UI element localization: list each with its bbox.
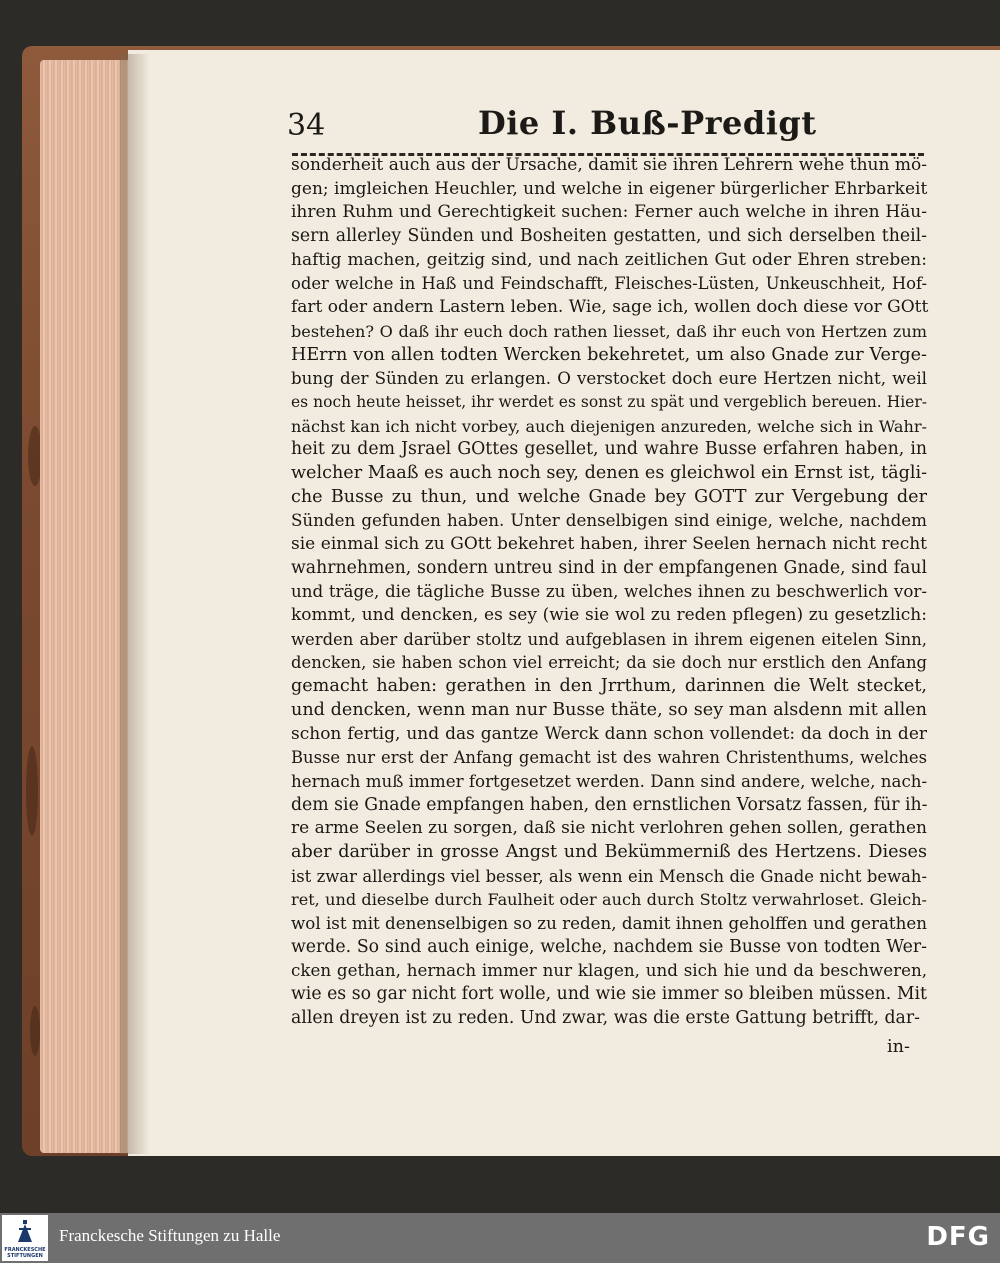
text-line: kommt, und dencken, es sey (wie sie wol zu reden pflegen) zu gesetzlich:: [291, 605, 927, 626]
text-line: werden aber darüber stoltz und aufgeblasen in ihrem eigenen eitelen Sinn,: [291, 629, 927, 649]
text-line: ret, und dieselbe durch Faulheit oder auch durch Stoltz verwahrloset. Gleich-: [291, 890, 927, 910]
text-line: wol ist mit denenselbigen so zu reden, damit ihnen geholffen und gerathen: [291, 913, 927, 933]
text-line: welcher Maaß es auch noch sey, denen es gleichwol ein Ernst ist, tägli-: [291, 462, 928, 483]
text-line: che Busse zu thun, und welche Gnade bey GOTT zur Vergebung der: [291, 486, 927, 507]
text-line: HErrn von allen todten Wercken bekehretet, um also Gnade zur Verge-: [291, 344, 927, 365]
cover-wear-mark: [26, 746, 38, 836]
running-head: Die I. Buß-Predigt: [478, 104, 817, 142]
text-line: und dencken, wenn man nur Busse thäte, so sey man alsdenn mit allen: [291, 699, 927, 720]
text-line: sern allerley Sünden und Bosheiten gestatten, und sich derselben theil-: [291, 226, 927, 247]
text-line: Sünden gefunden haben. Unter denselbigen sind einige, welche, nachdem: [291, 510, 927, 531]
figure-icon: [16, 1220, 34, 1244]
text-line: und träge, die tägliche Busse zu üben, welches ihnen zu beschwerlich vor-: [291, 581, 927, 602]
text-line: wahrnehmen, sondern untreu sind in der empfangenen Gnade, sind faul: [291, 557, 927, 578]
text-line: oder welche in Haß und Feindschafft, Fleisches-Lüsten, Unkeuschheit, Hof-: [291, 274, 927, 294]
gutter-shadow: [120, 54, 150, 1154]
dfg-logo[interactable]: DFG: [926, 1222, 990, 1252]
text-line: dem sie Gnade empfangen haben, den ernstlichen Vorsatz fassen, für ih-: [291, 794, 928, 815]
text-line: gemacht haben: gerathen in den Jrrthum, darinnen die Welt stecket,: [291, 676, 927, 697]
body-text: [291, 154, 927, 1030]
text-line: sonderheit auch aus der Ursache, damit sie ihren Lehrern wehe thun mö-: [291, 155, 927, 175]
text-line: ihren Ruhm und Gerechtigkeit suchen: Ferner auch welche in ihren Häu-: [291, 202, 927, 223]
text-line: allen dreyen ist zu reden. Und zwar, was die erste Gattung betrifft, dar-: [291, 1007, 920, 1028]
text-line: haftig machen, geitzig sind, und nach zeitlichen Gut oder Ehren streben:: [291, 249, 927, 270]
text-line: bung der Sünden zu erlangen. O verstocket doch eure Hertzen nicht, weil: [291, 368, 927, 389]
cover-wear-mark: [30, 1006, 40, 1056]
text-line: cken gethan, hernach immer nur klagen, und sich hie und da beschweren,: [291, 960, 927, 981]
text-line: dencken, sie haben schon viel erreicht; da sie doch nur erstlich den Anfang: [291, 653, 927, 673]
text-line: heit zu dem Jsrael GOttes gesellet, und wahre Busse erfahren haben, in: [291, 439, 927, 460]
page-number: 34: [287, 108, 326, 143]
text-line: schon fertig, und das gantze Werck dann schon vollendet: da doch in der: [291, 723, 927, 744]
text-line: es noch heute heisset, ihr werdet es sonst zu spät und vergeblich bereuen. Hier-: [291, 392, 927, 411]
text-line: bestehen? O daß ihr euch doch rathen liesset, daß ihr euch von Hertzen zum: [291, 321, 927, 341]
text-line: re arme Seelen zu sorgen, daß sie nicht verlohren gehen sollen, gerathen: [291, 818, 927, 839]
catchword: in-: [887, 1037, 910, 1057]
footer-bar: [0, 1213, 1000, 1263]
text-line: hernach muß immer fortgesetzet werden. Dann sind andere, welche, nach-: [291, 770, 928, 791]
text-line: Busse nur erst der Anfang gemacht ist des wahren Christenthums, welches: [291, 748, 927, 768]
institution-logo[interactable]: [2, 1215, 48, 1261]
text-line: werde. So sind auch einige, welche, nachdem sie Busse von todten Wer-: [291, 936, 927, 957]
text-line: fart oder andern Lastern leben. Wie, sage ich, wollen doch diese vor GOtt: [291, 297, 929, 318]
text-line: aber darüber in grosse Angst und Bekümmerniß des Hertzens. Dieses: [291, 841, 927, 862]
text-line: nächst kan ich nicht vorbey, auch diejenigen anzureden, welche sich in Wahr-: [291, 416, 927, 436]
text-line: ist zwar allerdings viel besser, als wenn ein Mensch die Gnade nicht bewah-: [291, 866, 927, 886]
institution-name[interactable]: Franckesche Stiftungen zu Halle: [59, 1226, 281, 1245]
text-line: gen; imgleichen Heuchler, und welche in eigener bürgerlicher Ehrbarkeit: [291, 178, 928, 199]
logo-text: FRANCKESCHE STIFTUNGEN: [4, 1247, 46, 1259]
text-line: sie einmal sich zu GOtt bekehret haben, ihrer Seelen hernach nicht recht: [291, 534, 927, 554]
text-line: wie es so gar nicht fort wolle, und wie sie immer so bleiben müssen. Mit: [291, 984, 927, 1005]
